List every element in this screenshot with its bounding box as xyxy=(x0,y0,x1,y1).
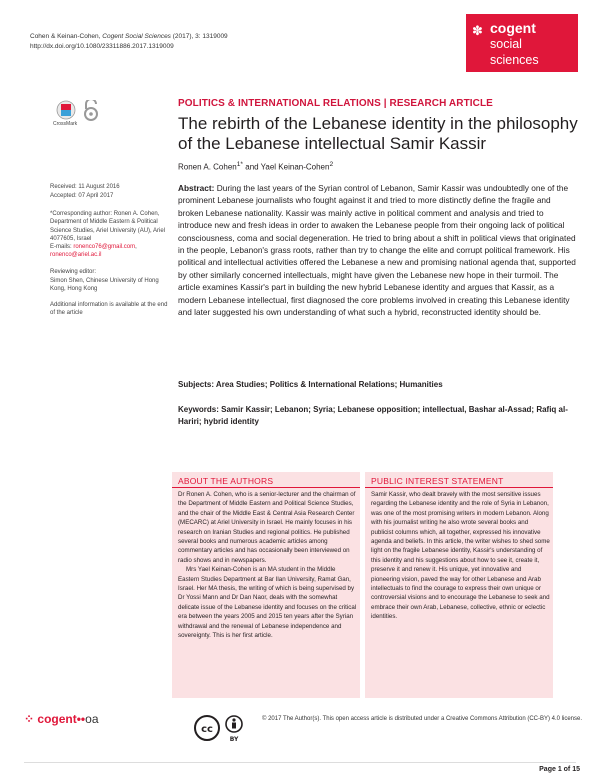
corresponding-author: *Corresponding author: Ronen A. Cohen, Department of Middle Eastern & Political Science Studies, Ariel University (AU), Ariel 4077605, Israel xyxy=(50,211,166,242)
email-link-2[interactable]: ronenco@ariel.ac.il xyxy=(50,252,102,259)
about-authors-body xyxy=(178,490,358,641)
page-number: Page 1 of 15 xyxy=(539,766,580,773)
public-interest-heading: PUBLIC INTEREST STATEMENT xyxy=(371,476,504,486)
logo-line-3: sciences xyxy=(490,53,539,67)
abstract-label: Abstract: xyxy=(178,183,215,193)
author-line: Ronen A. Cohen$^{1*}$ and Yael Keinan-Cohen$^2$ xyxy=(178,161,334,172)
about-paragraph-2: Mrs Yael Keinan-Cohen is an MA student in the Middle Eastern Studies Department at Bar Ilan University, Ramat Gan, Israel. Her MA thesis, the writing of which is being supervised by Dr Yossi Mann and Dr Dan Naor, deals with the somewhat delicate issue of the Lebanese identity and focuses on the critical era between the years 2005 and 2015 ten years after the Syrian withdrawal and the renewal of Lebanese independence and sovereignty. This is her first article. xyxy=(178,566,357,640)
citation-header xyxy=(30,32,228,52)
creative-commons-icon[interactable] xyxy=(195,716,219,740)
email-link-1[interactable]: ronenco76@gmail.com xyxy=(73,244,136,250)
logo-dots-icon: ⁘ xyxy=(24,712,38,726)
open-access-icon xyxy=(85,100,97,120)
cogent-oa-logo: ⁘ cogent••oa xyxy=(24,712,99,726)
svg-text:cc: cc xyxy=(201,724,213,735)
article-title: The rebirth of the Lebanese identity in the philosophy of the Lebanese intellectual Samir Kassir xyxy=(178,114,578,153)
license-icons xyxy=(194,714,250,744)
abstract-text: During the last years of the Syrian control of Lebanon, Samir Kassir was undoubtedly one of the prominent Lebanese journalists who fought against it and tried to more distinctly define the fragile and broken Lebanese nationality. Kassir was mainly active in political comment and analysis and tried to introduce new and fresh ideas in order to awaken the Lebanese people from their ongoing lack of political consciousness, coma and social degeneration. He tried to bring about a shift in political views that originated in the people, Lebanon's grass roots, rather than try to change the elite and corrupt political framework. His political and intellectual activities offered the Lebanese a new and promising national agenda that, supported by other similarly concerned intellectuals, might have given the Lebanese new hope in their turmoil. The article examines Kassir's part in building the new hybrid Lebanese identity and argues that Kassir, as a modern Lebanese intellectual, first diagnosed the core problems involved in creating this Lebanese identity and later suggested his own understanding of what such a hybrid, reconstructed identity should be. xyxy=(178,183,576,318)
about-authors-box xyxy=(172,472,360,698)
public-interest-text: Samir Kassir, who dealt bravely with the most sensitive issues regarding the Lebanese identity and the role of Syria in Lebanon, was one of the most promising writers in modern Lebanon. Along with his journalist writing he also wrote several books and publicist columns which, all together, expressed his innovative agenda and beliefs. In this article, the writer wishes to shed some light on the fragile Lebanese identity, Kassir's understanding of this identity and his suggestions about how to see it, create it, preserve it and renew it. His unique, yet innovative and pioneering vision, paved the way for other Lebanese and Arab intellectuals to find the courage to express their own unique or controversial visions and to encourage the Lebanese to seek and embrace their own Arab, Lebanese, collective, ethnic or eclectic identities. xyxy=(371,491,550,621)
journal-logo xyxy=(466,14,578,72)
reviewing-editor-label: Reviewing editor: xyxy=(50,269,97,275)
public-interest-body xyxy=(371,490,551,622)
logo-line-2: social xyxy=(490,37,522,51)
doi-link[interactable]: http://dx.doi.org/10.1080/23311886.2017.1319009 xyxy=(30,43,174,50)
about-paragraph-1: Dr Ronen A. Cohen, who is a senior-lecturer and the chairman of the Department of Middle Eastern and Political Science Studies, and the chair of the Middle East & Central Asia Research Center (MECARC) at Ariel University in Israel. He mainly focuses in his research on Iranian Studies and regional politics. He published several books and numerous academic articles among commentary articles and has occasionally been interviewed on radio shows and in newspapers. xyxy=(178,491,356,564)
subjects: Subjects: Area Studies; Politics & International Relations; Humanities xyxy=(178,380,443,389)
divider xyxy=(172,487,360,488)
accepted-date: Accepted: 07 April 2017 xyxy=(50,193,114,199)
received-date: Received: 11 August 2016 xyxy=(50,184,120,190)
journal-name: Cogent Social Sciences xyxy=(102,33,171,40)
logo-line-1: cogent xyxy=(490,20,536,36)
cc-by-label: BY xyxy=(229,736,239,743)
crossmark-label: CrossMark xyxy=(53,121,78,127)
article-section: POLITICS & INTERNATIONAL RELATIONS | RESEARCH ARTICLE xyxy=(178,98,493,109)
public-interest-box xyxy=(365,472,553,698)
email-line: E-mails: ronenco76@gmail.com, ronenco@ariel.ac.il xyxy=(50,244,137,259)
divider xyxy=(365,487,553,488)
crossmark-icon[interactable] xyxy=(57,101,75,119)
abstract xyxy=(178,182,576,318)
keywords: Keywords: Samir Kassir; Lebanon; Syria; Lebanese opposition; intellectual, Bashar al-Assad; Rafiq al-Hariri; hybrid identity xyxy=(178,405,568,426)
footer-divider xyxy=(24,762,576,763)
attribution-icon xyxy=(226,716,242,732)
article-badges xyxy=(56,100,106,132)
reviewing-editor: Simon Shen, Chinese University of Hong Kong, Hong Kong xyxy=(50,278,159,293)
citation-line: Cohen & Keinan-Cohen, Cogent Social Sciences (2017), 3: 1319009 xyxy=(30,33,228,40)
logo-connector-icon: •• xyxy=(76,712,86,726)
about-authors-heading: ABOUT THE AUTHORS xyxy=(178,476,274,486)
license-statement: © 2017 The Author(s). This open access article is distributed under a Creative Commons Attribution (CC-BY) 4.0 license. xyxy=(262,716,583,722)
additional-info: Additional information is available at the end of the article xyxy=(50,302,168,317)
snowflake-icon: ✽ xyxy=(472,23,483,38)
